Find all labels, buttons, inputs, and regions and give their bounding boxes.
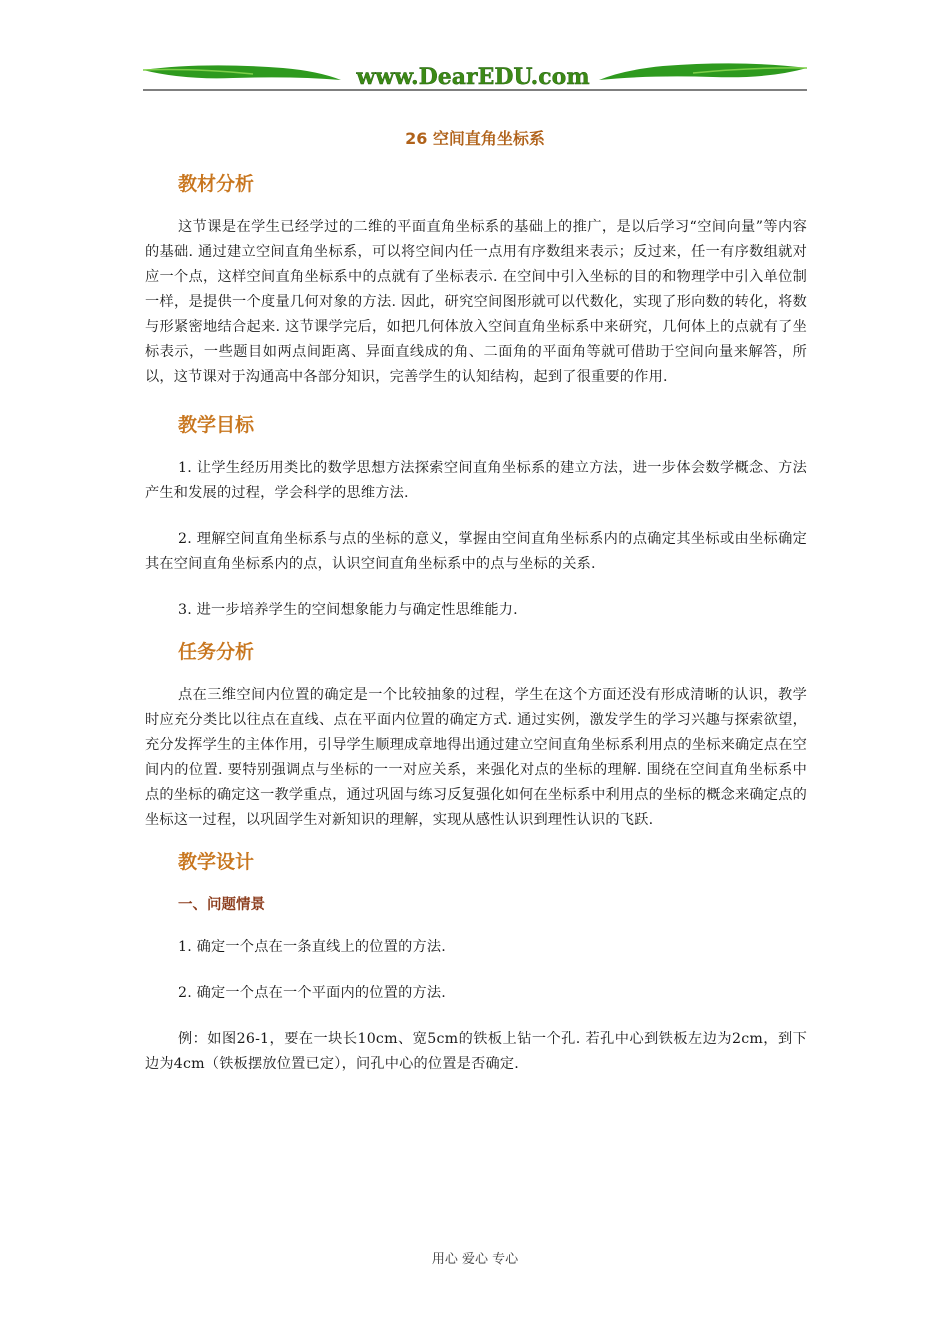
section-heading: 教材分析 (178, 173, 255, 195)
section-heading: 任务分析 (178, 641, 255, 663)
paragraph: 点在三维空间内位置的确定是一个比较抽象的过程，学生在这个方面还没有形成清晰的认识，教学时应充分类比以往点在直线、点在平面内位置的确定方式. 通过实例，激发学生的学习兴趣与探索欲望，充分发挥学生的主体作用，引导学生顺理成章地得出通过建立空间直角坐标系利用点的坐标来确定点在空间内的位置. 要特别强调点与坐标的一一对应关系，来强化对点的坐标的理解. 围绕在空间直角坐标系中点的坐标的确定这一教学重点，通过巩固与练习反复强化如何在坐标系中利用点的坐标的概念来确定点的坐标这一过程，以巩固学生对新知识的理解，实现从感性认识到理性认识的飞跃. (145, 687, 807, 828)
paragraph: 1. 让学生经历用类比的数学思想方法探索空间直角坐标系的建立方法，进一步体会数学概念、方法产生和发展的过程，学会科学的思维方法. (145, 460, 807, 501)
section-heading: 教学目标 (178, 414, 255, 436)
document-body (145, 170, 807, 1098)
section-task-analysis (145, 638, 807, 833)
page-header (143, 58, 807, 92)
paragraph: 3. 进一步培养学生的空间想象能力与确定性思维能力. (178, 602, 518, 618)
paragraph: 这节课是在学生已经学过的二维的平面直角坐标系的基础上的推广，是以后学习“空间向量”等内容的基础. 通过建立空间直角坐标系，可以将空间内任一点用有序数组来表示；反过来，任一有序数组就对应一个点，这样空间直角坐标系中的点就有了坐标表示. 在空间中引入坐标的目的和物理学中引入单位制一样，是提供一个度量几何对象的方法. 因此，研究空间图形就可以代数化，实现了形向数的转化，将数与形紧密地结合起来. 这节课学完后，如把几何体放入空间直角坐标系中来研究，几何体上的点就有了坐标表示，一些题目如两点间距离、异面直线成的角、二面角的平面角等就可借助于空间向量来解答，所以，这节课对于沟通高中各部分知识，完善学生的认知结构，起到了很重要的作用. (145, 219, 807, 385)
section-teaching-goals (145, 411, 807, 623)
section-teaching-design (145, 848, 807, 1077)
paragraph: 2. 理解空间直角坐标系与点的坐标的意义，掌握由空间直角坐标系内的点确定其坐标或由坐标确定其在空间直角坐标系内的点，认识空间直角坐标系中的点与坐标的关系. (145, 531, 807, 572)
site-logo: www.DearEDU.com (356, 64, 590, 90)
paragraph: 2. 确定一个点在一个平面内的位置的方法. (178, 985, 446, 1001)
subsection-heading: 一、问题情景 (178, 897, 265, 913)
page-footer: 用心 爱心 专心 (431, 1252, 519, 1267)
section-textbook-analysis (145, 170, 807, 390)
paragraph: 例：如图26-1，要在一块长10cm、宽5cm的铁板上钻一个孔. 若孔中心到铁板左边为2cm，到下边为4cm（铁板摆放位置已定），问孔中心的位置是否确定. (145, 1031, 807, 1072)
section-heading: 教学设计 (178, 851, 255, 873)
document-title: 26 空间直角坐标系 (405, 129, 545, 148)
header-banner (143, 58, 807, 92)
paragraph: 1. 确定一个点在一条直线上的位置的方法. (178, 939, 446, 955)
